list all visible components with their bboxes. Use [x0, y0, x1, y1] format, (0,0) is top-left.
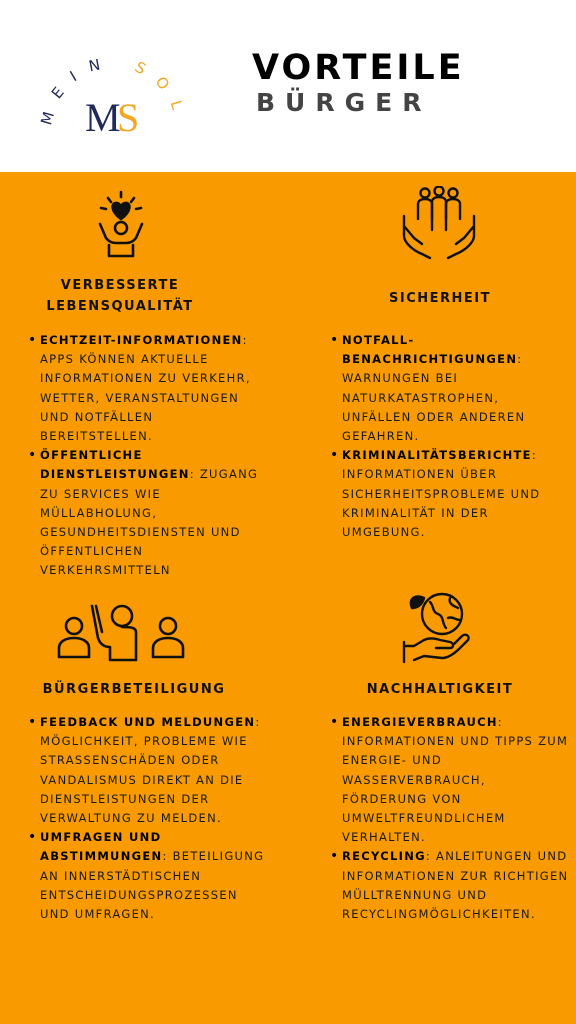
header [0, 0, 576, 172]
list-item: • ÖFFENTLICHE DIENSTLEISTUNGEN: ZUGANG ZU SERVICES WIE MÜLLABHOLUNG, GESUNDHEITSDIENSTEN UND ÖFFENTLICHEN VERKEHRSMITTELN [40, 446, 268, 580]
list-lebensqualitaet [28, 331, 268, 581]
group-raised-hand-icon [56, 602, 186, 662]
people-in-hands-icon [400, 186, 478, 264]
section-title-lebensqualitaet [30, 275, 210, 317]
list-item: • NOTFALL-BENACHRICHTIGUNGEN: WARNUNGEN BEI NATURKATASTROPHEN, UNFÄLLEN ODER ANDEREN GEFAHREN. [342, 331, 572, 446]
section-title-buergerbeteiligung: BÜRGERBETEILIGUNG [42, 682, 226, 697]
list-item: • RECYCLING: ANLEITUNGEN UND INFORMATIONEN ZUR RICHTIGEN MÜLLTRENNUNG UND RECYCLINGMÖGLICHKEITEN. [342, 847, 572, 924]
list-item: • ECHTZEIT-INFORMATIONEN: APPS KÖNNEN AKTUELLE INFORMATIONEN ZU VERKEHR, WETTER, VERANSTALTUNGEN UND NOTFÄLLEN BEREITSTELLEN. [40, 331, 268, 446]
logo-monogram-s: S [117, 95, 140, 140]
list-item: • FEEDBACK UND MELDUNGEN: MÖGLICHKEIT, PROBLEME WIE STRASSENSCHÄDEN ODER VANDALISMUS DIREKT AN DIE DIENSTLEISTUNGEN DER VERWALTUNG ZU MELDEN. [40, 713, 268, 828]
section-title-line-2: LEBENSQUALITÄT [46, 299, 194, 314]
logo-monogram-m: M [85, 95, 121, 140]
page-subtitle: BÜRGER [256, 88, 432, 117]
list-item: • KRIMINALITÄTSBERICHTE: INFORMATIONEN ÜBER SICHERHEITSPROBLEME UND KRIMINALITÄT IN DER UMGEBUNG. [342, 446, 572, 542]
list-item: • ENERGIEVERBRAUCH: INFORMATIONEN UND TIPPS ZUM ENERGIE- UND WASSERVERBRAUCH, FÖRDERUNG VON UMWELTFREUNDLICHEM VERHALTEN. [342, 713, 572, 847]
heart-person-icon [96, 190, 146, 262]
list-item: • UMFRAGEN UND ABSTIMMUNGEN: BETEILIGUNG AN INNERSTÄDTISCHEN ENTSCHEIDUNGSPROZESSEN UND UMFRAGEN. [40, 828, 268, 924]
list-sicherheit [330, 331, 572, 542]
list-nachhaltigkeit [330, 713, 572, 924]
section-title-nachhaltigkeit: NACHHALTIGKEIT [366, 682, 514, 697]
list-buergerbeteiligung [28, 713, 268, 924]
section-title-line-1: VERBESSERTE [60, 278, 180, 293]
page-title: VORTEILE [252, 48, 465, 88]
svg-text:MEIN SOLTAU: MEIN SOL [37, 53, 190, 127]
mein-soltau-logo [30, 18, 190, 158]
globe-in-hand-icon [402, 590, 472, 668]
section-title-sicherheit: SICHERHEIT [389, 291, 491, 306]
